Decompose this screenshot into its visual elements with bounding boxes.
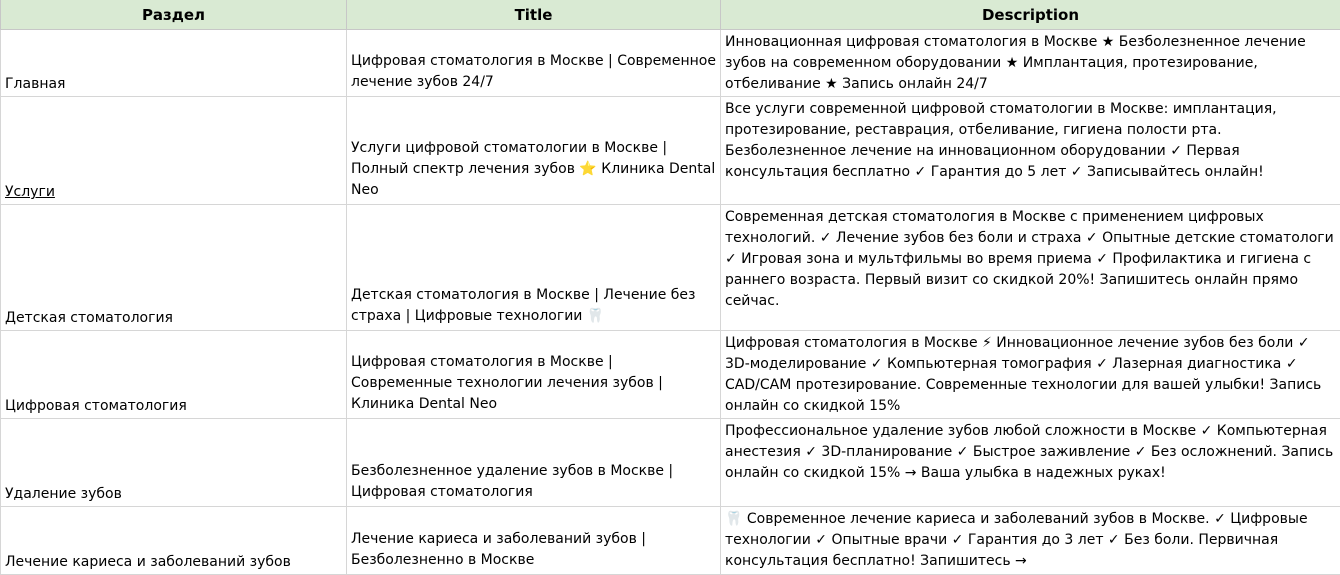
title-cell[interactable]: Лечение кариеса и заболеваний зубов | Безболезненно в Москве	[347, 507, 721, 575]
header-description[interactable]: Description	[721, 0, 1340, 30]
header-section[interactable]: Раздел	[1, 0, 347, 30]
table-row	[1, 507, 1340, 575]
section-cell[interactable]	[1, 30, 347, 97]
table-row	[1, 331, 1340, 419]
description-cell[interactable]: Цифровая стоматология в Москве ⚡ Инновационное лечение зубов без боли ✓ 3D-моделирование ✓ Компьютерная томография ✓ Лазерная диагностика ✓ CAD/CAM протезирование. Современные технологии для вашей улыбки! Запись онлайн со скидкой 15%	[721, 331, 1340, 419]
section-label: Удаление зубов	[5, 484, 342, 505]
section-cell[interactable]	[1, 97, 347, 205]
table-row	[1, 30, 1340, 97]
section-label: Главная	[5, 74, 342, 95]
table-row	[1, 419, 1340, 507]
section-cell[interactable]	[1, 507, 347, 575]
description-cell[interactable]: Профессиональное удаление зубов любой сложности в Москве ✓ Компьютерная анестезия ✓ 3D-планирование ✓ Быстрое заживление ✓ Без осложнений. Запись онлайн со скидкой 15% → Ваша улыбка в надежных руках!	[721, 419, 1340, 507]
title-cell[interactable]: Детская стоматология в Москве | Лечение без страха | Цифровые технологии 🦷	[347, 205, 721, 331]
title-cell[interactable]: Услуги цифровой стоматологии в Москве | Полный спектр лечения зубов ⭐ Клиника Dental Neo	[347, 97, 721, 205]
title-cell[interactable]: Цифровая стоматология в Москве | Современное лечение зубов 24/7	[347, 30, 721, 97]
description-cell[interactable]: Инновационная цифровая стоматология в Москве ★ Безболезненное лечение зубов на современном оборудовании ★ Имплантация, протезирование, отбеливание ★ Запись онлайн 24/7	[721, 30, 1340, 97]
section-label: Цифровая стоматология	[5, 396, 342, 417]
description-cell[interactable]: Все услуги современной цифровой стоматологии в Москве: имплантация, протезирование, реставрация, отбеливание, гигиена полости рта. Безболезненное лечение на инновационном оборудовании ✓ Первая консультация бесплатно ✓ Гарантия до 5 лет ✓ Записывайтесь онлайн!	[721, 97, 1340, 205]
section-label: Лечение кариеса и заболеваний зубов	[5, 552, 342, 573]
section-cell[interactable]	[1, 205, 347, 331]
description-cell[interactable]: 🦷 Современное лечение кариеса и заболеваний зубов в Москве. ✓ Цифровые технологии ✓ Опытные врачи ✓ Гарантия до 3 лет ✓ Без боли. Первичная консультация бесплатно! Запишитесь →	[721, 507, 1340, 575]
table-row	[1, 97, 1340, 205]
section-label: Детская стоматология	[5, 308, 342, 329]
header-row	[1, 0, 1340, 30]
description-cell[interactable]: Современная детская стоматология в Москве с применением цифровых технологий. ✓ Лечение зубов без боли и страха ✓ Опытные детские стоматологи ✓ Игровая зона и мультфильмы во время приема ✓ Профилактика и гигиена с раннего возраста. Первый визит со скидкой 20%! Запишитесь онлайн прямо сейчас.	[721, 205, 1340, 331]
title-cell[interactable]: Безболезненное удаление зубов в Москве | Цифровая стоматология	[347, 419, 721, 507]
section-cell[interactable]	[1, 419, 347, 507]
header-title[interactable]: Title	[347, 0, 721, 30]
section-cell[interactable]	[1, 331, 347, 419]
section-link[interactable]: Услуги	[5, 182, 342, 203]
table-row	[1, 205, 1340, 331]
title-cell[interactable]: Цифровая стоматология в Москве | Современные технологии лечения зубов | Клиника Dental Neo	[347, 331, 721, 419]
